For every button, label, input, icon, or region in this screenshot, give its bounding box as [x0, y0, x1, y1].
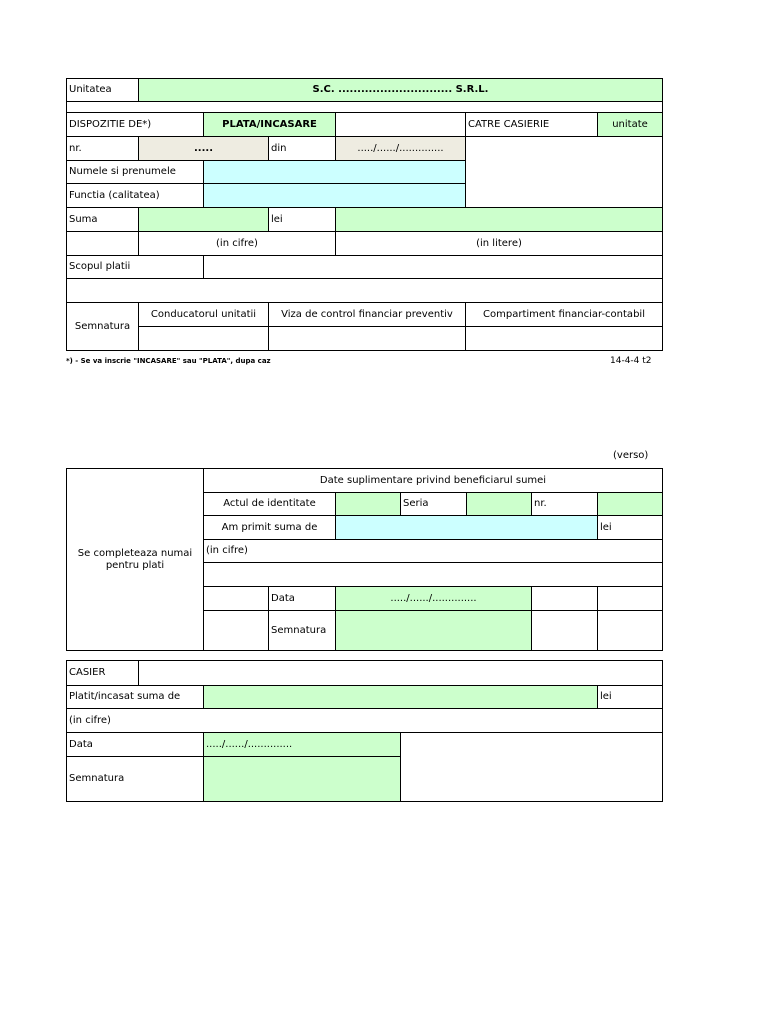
catre-casierie-label: CATRE CASIERIE: [465, 112, 598, 137]
lei-label: lei: [268, 207, 336, 232]
act-identitate-field: [335, 492, 401, 516]
casier-label: CASIER: [66, 660, 139, 686]
platit-incasat-field: [203, 685, 598, 709]
signature-box-compartiment: [465, 326, 663, 351]
nr-value: .....: [138, 136, 269, 161]
nume-label: Numele si prenumele: [66, 160, 204, 184]
am-primit-label: Am primit suma de: [203, 515, 336, 540]
dispozitie-label: DISPOZITIE DE*): [66, 112, 204, 137]
data-label: Data: [268, 586, 336, 611]
signature-box-viza: [268, 326, 466, 351]
unitatea-value: S.C. .............................. S.R.L.: [138, 78, 663, 102]
dispozitie-type-value: PLATA/INCASARE: [203, 112, 336, 137]
side-note: [66, 468, 204, 651]
din-label: din: [268, 136, 336, 161]
empty-cell: [531, 610, 598, 651]
seria-field: [466, 492, 532, 516]
suma-cifre-field: [138, 207, 269, 232]
signatory-conducator: Conducatorul unitatii: [138, 302, 269, 327]
empty-cell: [531, 586, 598, 611]
in-cifre-caption: (in cifre): [138, 231, 336, 256]
signatory-compartiment: Compartiment financiar-contabil: [465, 302, 663, 327]
semnatura-field: [335, 610, 532, 651]
data-label: Data: [66, 732, 204, 757]
data-field: ...../....../..............: [203, 732, 401, 757]
signatory-viza: Viza de control financiar preventiv: [268, 302, 466, 327]
suma-litere-field: [335, 207, 663, 232]
empty-cell: [203, 586, 269, 611]
side-note-text: Se completeaza numai pentru plati: [77, 547, 193, 571]
merged-blank-cell: [400, 732, 663, 802]
form-code: 14-4-4 t2: [610, 356, 652, 366]
semnatura-field: [203, 756, 401, 802]
verso-table: [66, 468, 663, 651]
empty-cell: [203, 610, 269, 651]
nume-field: [203, 160, 466, 184]
casier-field: [138, 660, 663, 686]
nr-field: [597, 492, 663, 516]
nr-label: nr.: [66, 136, 139, 161]
blank-row: [66, 278, 663, 303]
empty-cell: [597, 610, 663, 651]
din-date-value: ...../....../..............: [335, 136, 466, 161]
blank-row: [203, 562, 663, 587]
front-table: [66, 78, 663, 351]
functia-label: Functia (calitatea): [66, 183, 204, 208]
in-litere-caption: (in litere): [335, 231, 663, 256]
functia-field: [203, 183, 466, 208]
empty-cell: [66, 231, 139, 256]
seria-label: Seria: [400, 492, 467, 516]
footnote: *) - Se va inscrie "INCASARE" sau "PLATA", dupa caz: [66, 357, 271, 365]
semnatura-label: Semnatura: [66, 302, 139, 351]
unitate-value: unitate: [597, 112, 663, 137]
act-identitate-label: Actul de identitate: [203, 492, 336, 516]
scopul-field: [203, 255, 663, 279]
in-cifre-caption: (in cifre): [203, 539, 663, 563]
in-cifre-caption: (in cifre): [66, 708, 663, 733]
unitatea-label: Unitatea: [66, 78, 139, 102]
casier-table: [66, 660, 663, 802]
verso-label: (verso): [613, 450, 649, 461]
merged-blank-cell: [465, 136, 663, 208]
nr-label: nr.: [531, 492, 598, 516]
beneficiary-header: Date suplimentare privind beneficiarul sumei: [203, 468, 663, 493]
platit-incasat-label: Platit/incasat suma de: [66, 685, 204, 709]
semnatura-label: Semnatura: [268, 610, 336, 651]
empty-cell: [335, 112, 466, 137]
semnatura-label: Semnatura: [66, 756, 204, 802]
empty-cell: [597, 586, 663, 611]
data-field: ...../....../..............: [335, 586, 532, 611]
signature-box-conducator: [138, 326, 269, 351]
suma-label: Suma: [66, 207, 139, 232]
lei-label: lei: [597, 685, 663, 709]
lei-label: lei: [597, 515, 663, 540]
am-primit-field: [335, 515, 598, 540]
scopul-label: Scopul platii: [66, 255, 204, 279]
